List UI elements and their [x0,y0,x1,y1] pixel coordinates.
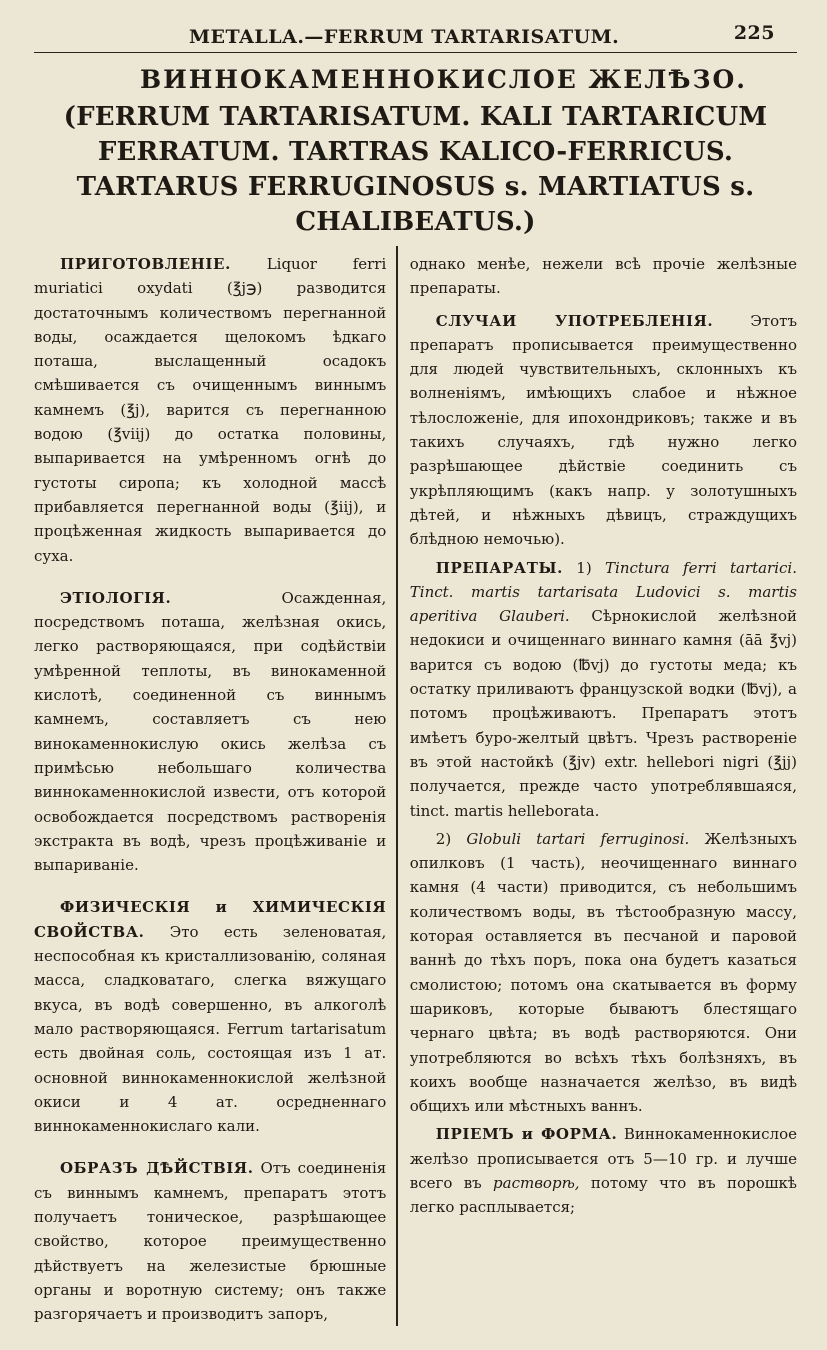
continued-paragraph [410,252,797,301]
dosage-heading: ПРІЕМЪ и ФОРМА. [435,1125,618,1144]
dosage-paragraph [410,1122,797,1219]
page-number: 225 [733,22,775,44]
etiology-paragraph [34,586,386,878]
properties-latin-term: Ferrum tartarisatum [226,1019,387,1038]
preparation-1-latin: Tinctura ferri tartarici. Tinct. martis tartarisata Ludovici s. martis aperitiva Glauberi. [409,558,797,626]
preparation-2-paragraph [410,827,797,1119]
properties-text-cont: есть двойная соль, состоящая изъ 1 ат. основной виннокаменнокислой желѣзной окиси и 4 ат. осредненнаго виннокаменнокислаго кали. [34,1044,387,1136]
preparation-1-text: Сѣрнокислой желѣзной недокиси и очищеннаго виннаго камня (āā ℥vj) варится съ водою (℔vj) до густоты меда; къ остатку приливаютъ французской водки (℔vj), а потомъ процѣживаютъ. Препаратъ этотъ имѣетъ буро-желтый цвѣтъ. Чрезъ раствореніе въ этой настойкѣ (℥jv) [409,607,797,771]
action-heading: ОБРАЗЪ ДѢЙСТВІЯ. [60,1159,254,1178]
dosage-text: Виннокаменнокислое желѣзо прописывается отъ 5—10 гр. и лучше всего въ [409,1125,797,1192]
latin-synonyms: (FERRUM TARTARISATUM. KALI TARTARICUM FERRATUM. TARTRAS KALICO-FERRICUS. TARTARUS FERRUGINOSUS s. MARTIATUS s. CHALIBEATUS.) [63,102,768,237]
preparation-2-number: 2) [435,829,452,848]
preparations-paragraph [410,556,797,823]
right-column [398,252,797,1326]
article-title: ВИННОКАМЕННОКИСЛОЕ ЖЕЛѢЗО. [139,65,747,94]
continued-text: однако менѣе, нежели всѣ прочіе желѣзные препараты. [409,255,797,298]
etiology-heading: ЭТІОЛОГІЯ. [60,588,172,607]
dosage-text-cont: потому что въ порошкѣ легко расплывается; [409,1173,797,1217]
preparation-heading: ПРИГОТОВЛЕНІЕ. [60,255,231,273]
preparation-text: Liquor ferri muriatici oxydati (℥j℈) разводится достаточнымъ количествомъ перегнанной воды, осаждается щелокомъ ѣдкаго поташа, выслащенный осадокъ смѣшивается съ очищеннымъ виннымъ камнемъ (℥j), варится съ перегнанною водою (℥vііj) до остатка половины, выпаривается на умѣренномъ огнѣ до густоты сиропа; къ холодной массѣ прибавляется перегнанной воды (℥iij), и процѣженная жидкость выпаривается до суха. [34,255,387,565]
preparation-1-text-2: (℥jj) получается, прежде часто употреблявшаяся, [409,752,797,796]
preparation-1-number: 1) [576,558,592,577]
properties-paragraph [34,895,386,1138]
cases-heading: СЛУЧАИ УПОТРЕБЛЕНІЯ. [435,311,714,330]
running-title: METALLA.—FERRUM TARTARISATUM. [189,26,620,48]
preparation-2-text: Желѣзныхъ опилковъ (1 часть), неочищеннаго виннаго камня (4 части) приводится, съ небольшимъ количествомъ воды, въ тѣстообразную массу, которая оставляется въ песчаной и паровой ваннѣ до тѣхъ поръ, пока она будетъ казаться смолистою; потомъ она скатывается въ форму шариковъ, которые бываютъ блестящаго чернаго цвѣта; въ водѣ растворяются. Они употребляются во всѣхъ тѣхъ болѣзняхъ, въ коихъ вообще назначается желѣзо, въ видѣ общихъ или мѣстныхъ ваннъ. [409,829,797,1116]
etiology-text: Осажденная, посредствомъ поташа, желѣзная окись, легко растворяющаяся, при содѣйствіи умѣренной теплоты, въ винокаменной кислотѣ, соединенной съ виннымъ камнемъ, составляетъ съ нею винокаменнокислую окись желѣза съ примѣсью небольшаго количества виннокаменнокислой извести, отъ которой освобождается посредствомъ растворенія экстракта въ водѣ, чрезъ процѣживаніе и выпариваніе. [34,588,387,875]
preparation-1-latin-3: tinct. martis helleborata. [409,801,600,820]
header-rule [34,52,797,53]
action-paragraph [34,1156,386,1326]
preparation-1-latin-2: extr. hellebori nigri [604,752,759,771]
dosage-italic: растворѣ, [493,1173,580,1192]
running-header [34,14,797,48]
preparation-paragraph [34,252,386,568]
preparations-heading: ПРЕПАРАТЫ. [435,558,563,577]
properties-text: Это есть зеленоватая, неспособная къ кристаллизованію, соляная масса, сладковатаго, слегка вяжущаго вкуса, въ водѣ совершенно, въ алкоголѣ мало растворяющаяся. [34,922,387,1038]
left-column [34,252,396,1326]
cases-text: Этотъ препаратъ прописывается преимущественно для людей чувствительныхъ, склонныхъ къ волненіямъ, имѣющихъ слабое и нѣжное тѣлосложеніе, для ипохондриковъ; также и въ такихъ случаяхъ, гдѣ нужно легко разрѣшающее дѣйствіе соединить съ укрѣпляющимъ (какъ напр. у золотушныхъ дѣтей, и нѣжныхъ дѣвицъ, страждущихъ блѣдною немочью). [409,311,797,549]
cases-paragraph [410,309,797,552]
action-text: Отъ соединенія съ виннымъ камнемъ, препаратъ этотъ получаетъ тоническое, разрѣшающее свойство, которое преимущественно дѣйствуетъ на железистые брюшные органы и воротную систему; онъ также разгорячаетъ и производитъ запоръ, [34,1159,387,1324]
properties-heading: ФИЗИЧЕСКІЯ и ХИМИЧЕСКІЯ СВОЙСТВА. [34,898,387,941]
two-column-body [34,252,797,1326]
preparation-2-latin: Globuli tartari ferruginosi. [466,829,690,848]
